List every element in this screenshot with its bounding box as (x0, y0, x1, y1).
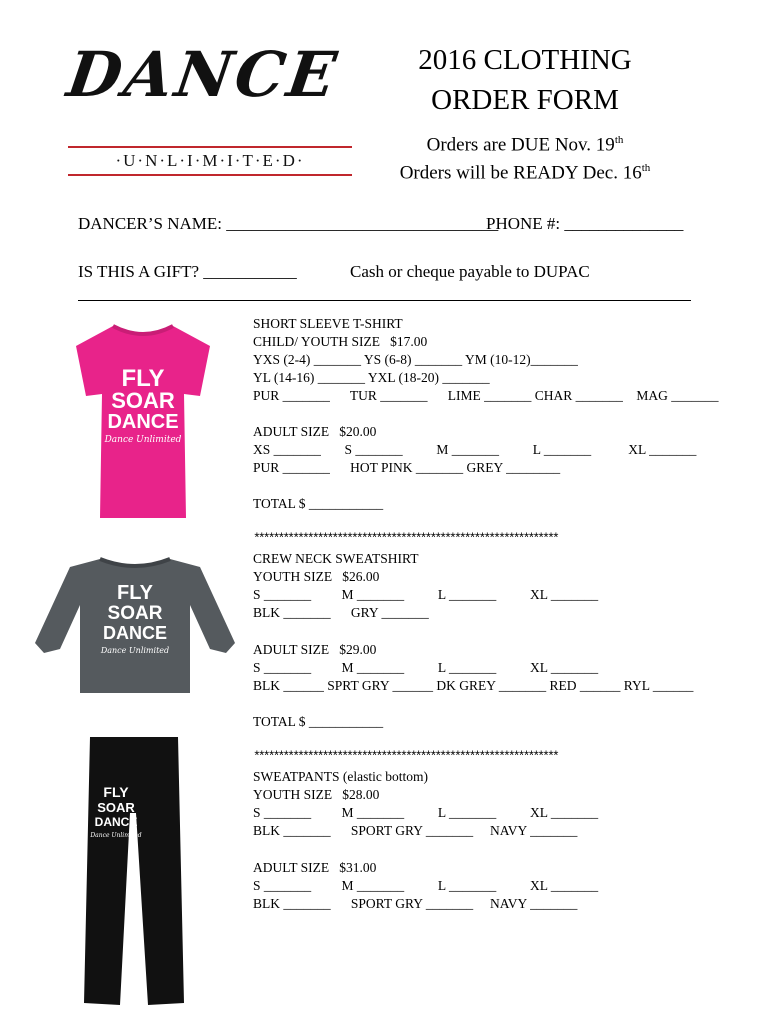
tshirt-image (68, 318, 218, 524)
tshirt-youth-sizes-2[interactable]: YL (14-16) _______ YXL (18-20) _______ (253, 370, 490, 385)
svg-text:FLY: FLY (121, 365, 165, 392)
sweatpants-image (78, 733, 190, 1013)
logo-rule-top (68, 146, 352, 148)
phone-field[interactable]: PHONE #: ______________ (486, 214, 684, 233)
sweatpants-adult-price: ADULT SIZE $31.00 (253, 860, 377, 875)
dancer-name-field[interactable]: DANCER’S NAME: ________________________________ (78, 214, 499, 233)
tshirt-youth-price: CHILD/ YOUTH SIZE $17.00 (253, 334, 428, 349)
svg-text:Dance Unlimited: Dance Unlimited (104, 435, 182, 445)
sweatshirt-image (30, 553, 240, 703)
sweatshirt-youth-sizes[interactable]: S _______ M _______ L _______ XL _______ (253, 587, 599, 602)
svg-text:FLY: FLY (117, 582, 153, 604)
svg-text:SOAR: SOAR (111, 388, 175, 413)
gift-field[interactable]: IS THIS A GIFT? ___________ (78, 262, 297, 281)
sweatpants-adult-colors[interactable]: BLK _______ SPORT GRY _______ NAVY _______ (253, 896, 578, 911)
svg-text:Dance Unlimited: Dance Unlimited (100, 646, 170, 655)
divider-2: ************************************************************** (253, 749, 557, 764)
sweatshirt-youth-price: YOUTH SIZE $26.00 (253, 569, 380, 584)
sweatshirt-heading: CREW NECK SWEATSHIRT (253, 551, 419, 566)
tshirt-adult-price: ADULT SIZE $20.00 (253, 424, 377, 439)
svg-text:DANCE: DANCE (94, 815, 138, 829)
tshirt-adult-colors[interactable]: PUR _______ HOT PINK _______ GREY ________ (253, 460, 561, 475)
svg-text:DANCE: DANCE (107, 411, 179, 433)
svg-text:FLY: FLY (103, 784, 129, 800)
sweatpants-youth-sizes[interactable]: S _______ M _______ L _______ XL _______ (253, 805, 599, 820)
sweatshirt-adult-colors[interactable]: BLK ______ SPRT GRY ______ DK GREY _______ RED ______ RYL ______ (253, 678, 694, 693)
sweatpants-heading: SWEATPANTS (elastic bottom) (253, 769, 428, 784)
svg-text:Dance Unlimited: Dance Unlimited (90, 832, 142, 839)
dance-logo: DANCE (62, 38, 344, 111)
form-title-line1: 2016 CLOTHING (418, 44, 632, 76)
sweatshirt-adult-sizes[interactable]: S _______ M _______ L _______ XL _______ (253, 660, 599, 675)
sweatshirt-total[interactable]: TOTAL $ ___________ (253, 714, 384, 729)
tshirt-youth-colors[interactable]: PUR _______ TUR _______ LIME _______ CHAR _______ MAG _______ (253, 388, 719, 403)
svg-text:DANCE: DANCE (102, 623, 168, 643)
logo-rule-bottom (68, 174, 352, 176)
divider-1: ************************************************************** (253, 531, 557, 546)
sweatpants-youth-price: YOUTH SIZE $28.00 (253, 787, 380, 802)
logo-subtitle: ·U·N·L·I·M·I·T·E·D· (115, 151, 305, 170)
svg-text:SOAR: SOAR (107, 603, 163, 624)
tshirt-adult-sizes[interactable]: XS _______ S _______ M _______ L _______ XL _______ (253, 442, 697, 457)
payable-note: Cash or cheque payable to DUPAC (350, 262, 590, 281)
tshirt-total[interactable]: TOTAL $ ___________ (253, 496, 384, 511)
due-date: Orders are DUE Nov. 19th (426, 134, 624, 156)
sweatshirt-youth-colors[interactable]: BLK _______ GRY _______ (253, 605, 429, 620)
header-rule (78, 300, 691, 301)
tshirt-youth-sizes-1[interactable]: YXS (2-4) _______ YS (6-8) _______ YM (10-12)_______ (253, 352, 578, 367)
form-title-line2: ORDER FORM (431, 84, 619, 116)
sweatpants-youth-colors[interactable]: BLK _______ SPORT GRY _______ NAVY _______ (253, 823, 578, 838)
sweatpants-adult-sizes[interactable]: S _______ M _______ L _______ XL _______ (253, 878, 599, 893)
ready-date: Orders will be READY Dec. 16th (399, 162, 651, 184)
sweatshirt-adult-price: ADULT SIZE $29.00 (253, 642, 377, 657)
tshirt-heading: SHORT SLEEVE T-SHIRT (253, 316, 403, 331)
svg-text:SOAR: SOAR (97, 800, 135, 815)
